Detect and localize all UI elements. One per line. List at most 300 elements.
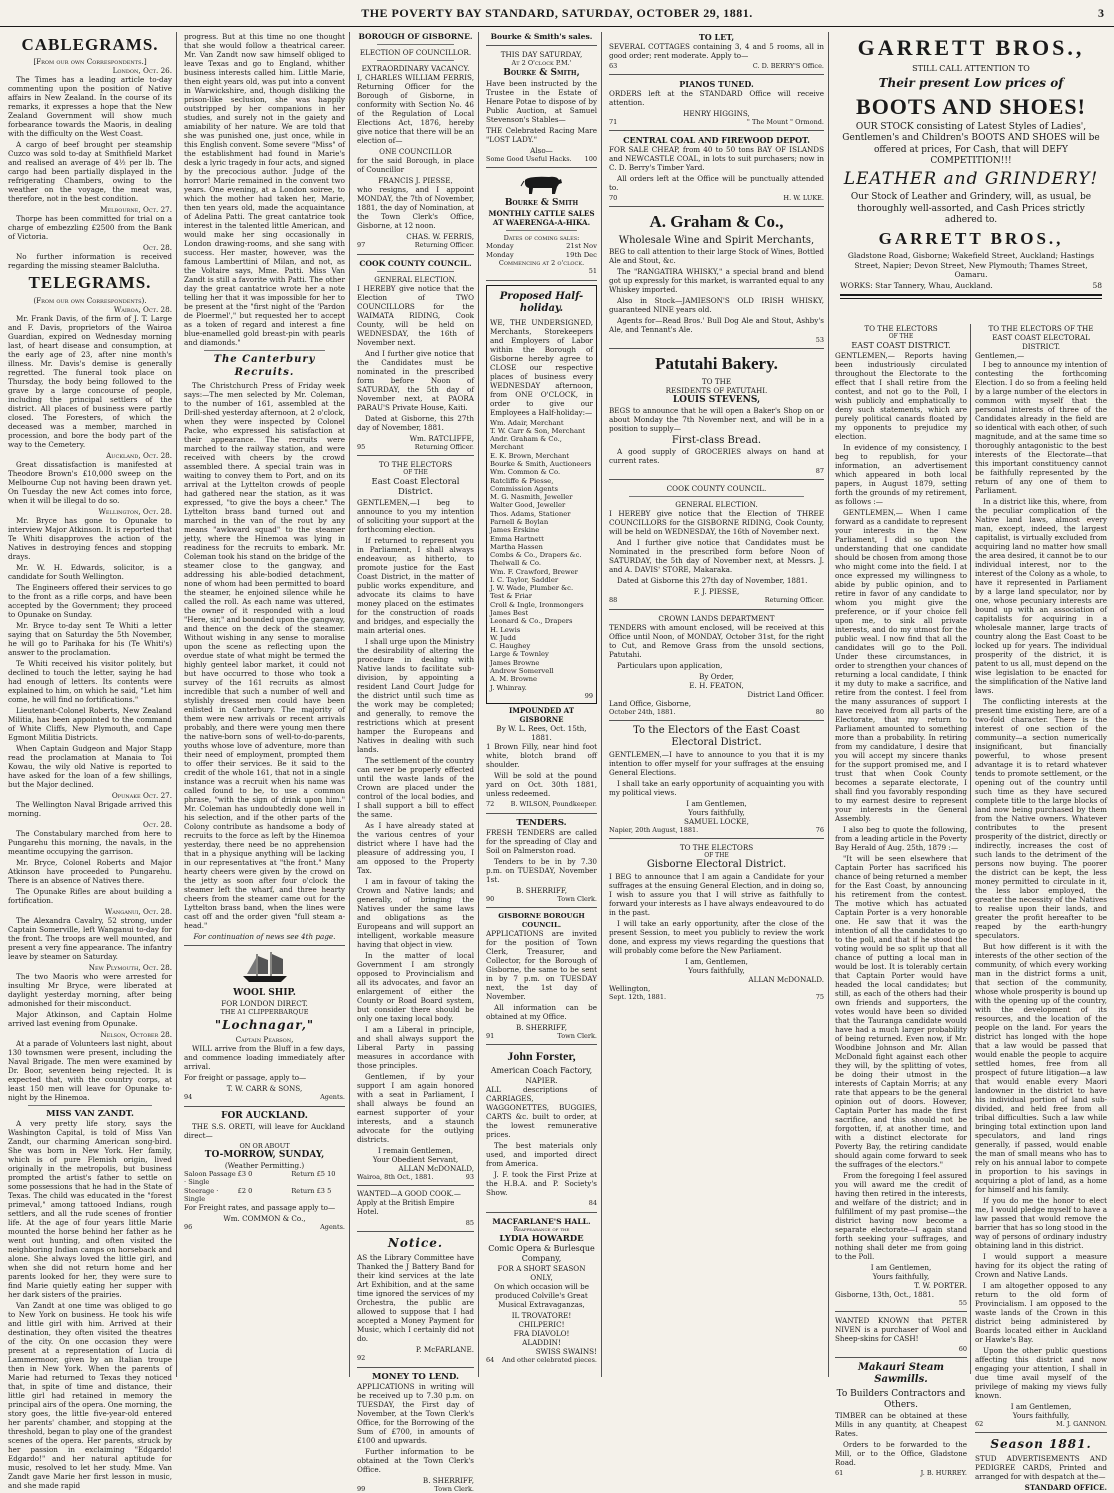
ship-icon [184, 950, 345, 986]
ad-text: "It will be seen elsewhere that Captain Porter has sacrificed his chance of being returned a member for the East Coast, by announcing his retirement from the contest. The motive which has actuated Captain Porter is a very honorable one. He saw that it was the intention of all the candidates to go to the poll, and that if he stood the voting would be so split up that all chance of putting a local man in would be lost. It is tolerably certain that Captain Porter would have headed the local candidates; but still, as each of the others had their own friends and supporters, the votes would have been so divided that the Tauranga candidate would have had a much larger probability of being returned. Even now, if Mr. Woodbine Johnson and Mr. Allan McDonald fight against each other they will, by the splitting of votes, be doing their utmost in the interests of Captain Morris; at any rate that appears to be the general opinion out of doors. However, Captain Porter has made the first sacrifice, and this should not be forgotten, if, at another time, and with a distinct electorate for Poverty Bay, the retiring candidate should again come forward to seek the suffrages of the electors." [835, 853, 967, 1169]
dateline: New Plymouth, Oct. 28. [88, 962, 172, 972]
list-item: H. Lewis [490, 625, 521, 634]
divider [486, 813, 597, 814]
article-text: progress. But at this time no one thought that she would follow a theatrical career. Mr. Van Zandt now saw himself obliged to leave Texas and go to England, whither business interests called him. Little Marie, then eight years old, was put into a convent in Warwickshire, and, though disliking the prison-like seclusion, she was happily outstripped by her companions in her studies, and surely not in the gaiety and amiability of her nature. We are told that she was punished one, just once, while in this English convent. Some severe "Miss" of the establishment had found in Marie's desk a lyric tragedy in four acts, and signed by the precocious author. Judge of the horror! Marie remained in the convent two years. One evening, at a London soiree, to which the mother had taken her, Marie, then ten years old, made the acquaintance of Adelina Patti. The great cantatrice took interest in the talented little American, and would make her sing occasionally in London drawing-rooms, and she sang with success. Her master, however, was the famous Lamberttini of Milan, and not, as the Voltaire says, Mme. Patti. Miss Van Zandt is still a favorite with Patti. The other day the great cantatrice wrote her a note telling her that it was impossible for her to be present at the "first night of the 'Pardon de Ploermel'," but requested her to accept as a token of regard and interest a fine blue-enamelled gold breast-pin with pearls and diamonds." [184, 32, 345, 347]
ad-heading: OF THE [704, 851, 729, 859]
ad-text: Returning Officer. [414, 241, 474, 250]
ad-signature: ALLAN McDONALD. [748, 974, 824, 984]
ad-text: GENTLEMEN,—I beg to announce to you my intention of soliciting your support at the forthcoming election. [357, 497, 474, 534]
news-item: Mr. W. H. Edwards, solicitor, is a candidate for South Wellington. [8, 562, 172, 581]
article-text: The Christchurch Press of Friday week says:—The men selected by Mr. Coleman, to the number of 161, assembled at the Drill-shed yesterday afternoon, at 2 o'clock, when they were inspected by Colonel Packe, who expressed his satisfaction at their appearance. The recruits were marched to the railway station, and were received with cheers by the crowd assembled there. A special train was in waiting to convey them to Port, and on its arrival at the Lyttelton crowds of people had gathered near the station, as it was expressed, "to give the boys a cheer." The Lyttelton brass band turned out and marched in the van of the rout by any means "awkward squad" to the steamer jetty, where the Hinemoa was lying in readiness for the recruits to embark. Mr. Coleman took his stand on the bridge of the steamer close to the gangway, and addressing his able-bodied detachment, none of whom had been permitted to board the steamer, he enjoined silence while he called the roll. As each name was uttered, the owner of it responded with a loud "Here, sir," and bounded upon the gangway, and thence on the deck of the steamer. Without wishing in any sense to moralise upon the scene as reflecting upon the overdue state of what might be termed the highly genteel labor market, it could not but have occurred to those who took a survey of the 161 recruits as almost incredible that such a number of well and stylishly dressed men could have been enlisted in Canterbury. The majority of them were new arrivals or recent arrivals probably, and there were young men there the native-born sons of well-to-do-parents, youths whose love of adventure, more than their need of employment, prompted them to offer their services. Be it said to the credit of the whole 161, that not in a single instance was a recruit when his name was called found to be, to use a common phrase, "with the sign of drink upon him." Mr. Coleman has undoubtedly done well in his selection, and if the other parts of the Colony contribute as handsome a body of recruits to the force as left by the Hinemoa yesterday, there need be no apprehension that in a physique anything will be lacking in our representatives at "the front." Many hearty cheers were given by the crowd on the jetty as soon after four o'clock the steamer left the wharf, and three hearty cheers from the steamer came out for the Lyttelton brass band, when the lines were cast off and the order given "full steam a-head." [184, 381, 345, 930]
ad-text: Yours faithfully, [688, 965, 745, 975]
column-3 [353, 32, 479, 1493]
column-6 [832, 32, 1110, 1493]
divider [609, 720, 824, 721]
ad-text: ONE COUNCILLOR [379, 147, 452, 157]
ad-subheading: To Builders Contractors and Others. [836, 1388, 966, 1410]
ad-text: BEGS to announce that he will open a Baker's Shop on or about Monday the 7th November next, and will be in a position to supply— [609, 405, 824, 433]
ad-text: Yours faithfully, [872, 1271, 930, 1281]
article-heading: MISS VAN ZANDT. [46, 1108, 134, 1119]
ad-text: Orders to be forwarded to the Mill, or to the Office, Gladstone Road. [835, 1440, 967, 1468]
ad-number: 62 [975, 1420, 984, 1428]
divider [609, 74, 824, 75]
list-item: Large & Townley [490, 650, 549, 659]
ad-text: Particulars upon application, [617, 660, 723, 670]
ad-text: As I have already stated at the various centres of your district where I have had the pleasure of addressing you, I am opposed to the Property Tax. [357, 820, 474, 875]
list-item: M. G. Nasmith, Jeweller [490, 493, 573, 502]
ad-text: Town Clerk. [557, 1032, 597, 1041]
ad-number: 72 [486, 800, 495, 809]
ad-signature: B. SHERRIFF, [422, 1476, 474, 1486]
ad-text: I am, Gentlemen, [685, 956, 748, 966]
divider [204, 350, 325, 351]
ad-heading: CROWN LANDS DEPARTMENT [658, 613, 775, 623]
ad-text: GENTLEMEN,— Reports having been industriously circulated throughout the Electorate to the effect that I shall retire from the contest, and not go to the Poll, I wish publicly and emphatically to deny such statements, which are purely political canards floated by my opponents to prejudice my election. [835, 350, 967, 441]
ad-number: 60 [958, 1344, 967, 1353]
ad-text: STILL CALL ATTENTION TO [912, 63, 1030, 73]
ad-heading: Proposed Half-holiday. [499, 290, 584, 315]
list-item: Leonard & Co., Drapers [490, 617, 573, 626]
ad-text: WE, THE UNDERSIGNED, Merchants, Storekeepers and Employers of Labor within the Borough of Gisborne hereby agree to CLOSE our respective places of business every WEDNESDAY afternoon, from ONE O'CLOCK, in order to give our Employees a Half-holiday:— [490, 317, 593, 417]
dateline: Oct. 28. [142, 819, 172, 829]
masthead [0, 0, 1114, 27]
garrett-advertisement [836, 34, 1106, 299]
ad-heading: TO LET, [698, 32, 735, 42]
ad-heading: Their present Low prices of [878, 75, 1064, 90]
ad-heading: IMPOUNDED AT GISBORNE [508, 705, 575, 724]
ad-text: WILL arrive from the Bluff in a few days, and commence loading immediately after arrival. [184, 1044, 345, 1072]
ad-heading: GARRETT BROS., [857, 35, 1085, 60]
column-6-right [972, 324, 1110, 1493]
ad-text: I BEG to announce that I am again a Candidate for your suffrages at the ensuing General Election, and in doing so, I wish to assure you that I will strive as faithfully to forward your interests as I have always endeavoured to do in the past. [609, 871, 824, 917]
list-item: James Erskine [490, 526, 540, 535]
news-item: Great dissatisfaction is manifested at Theodore Brown's £10,000 sweep on the Melbourne Cup not having been drawn yet. On Tuesday the new Act comes into force, when it will be illegal to do so. [8, 459, 172, 505]
divider [609, 130, 824, 131]
ad-text: Also— [530, 145, 553, 155]
ad-text: I HEREBY give notice that the Election of TWO COUNCILLORS for the WAIMATA RIDING, Cook County, will be held on WEDNESDAY, the 16th of November next. [357, 284, 474, 348]
article-heading: The Canterbury Recruits. [213, 354, 316, 378]
divider [486, 280, 597, 281]
telegrams-subheading: (From our own Correspondents). [33, 295, 147, 305]
list-item: Emma Hartnett [490, 534, 544, 543]
ad-heading: FOR AUCKLAND. [221, 1110, 308, 1121]
ad-heading: OF THE [888, 333, 914, 340]
ad-text: TENDERS with amount enclosed, will be received at this Office until Noon, of MONDAY, October 31st, for the right to Cut, and Remove Grass from the unsold sections, Patutahi. [609, 622, 824, 659]
ad-signature: B. SHERRIFF, [515, 886, 568, 896]
ad-text: Yours faithfully, [688, 807, 745, 817]
news-item: Major Atkinson, and Captain Holme arrived last evening from Opunake. [8, 1009, 172, 1028]
ad-number: 63 [609, 62, 618, 70]
ad-text: If you do me the honor to elect me, I would pledge myself to have a law passed that would remove the barrier that has so long stood in the way of persons of ordinary industry obtaining land in this district. [975, 1196, 1107, 1250]
ad-text: I am Gentlemen, [1010, 1402, 1072, 1411]
ad-text: In evidence of my consistency, I beg to republish, for your information, an advertisement which appeared in both local papers, in August 1879, setting forth the grounds of my retirement, as follows :— [835, 442, 967, 506]
news-item: The Wellington Naval Brigade arrived this morning. [8, 799, 172, 818]
news-item: Mr. Frank Davis, of the firm of J. T. Large and F. Davis, proprietors of the Wairoa Guardian, expired on Wednesday morning last, of heart disease and consumption, at the early age of 23, after nine month's illness. Mr. Davis's demise is generally regretted. The funeral took place on Thursday, the body being followed to the grave by a large concourse of people, including the principal settlers of the district. All places of business were partly closed. The Foresters, of which the deceased was a member, marched in procession, and bore the body part of the way to the Cemetery. [8, 313, 172, 449]
fare-cell: Return £5 10 [291, 1170, 336, 1179]
ad-number: 55 [958, 1298, 967, 1307]
signatory-list [490, 419, 593, 692]
ad-text: I am Gentlemen, [686, 798, 747, 808]
ad-signature: B. WILSON, Poundkeeper. [510, 800, 597, 809]
news-item: A cargo of beef brought per steamship Cuzco was sold to-day at Smithfield Market and realised an average of 4½ per lb. The cargo had been partially displayed in the refrigerating Chambers, owing to the weather on the voyage, the meat was, therefore, not in the best condition. [8, 140, 172, 204]
ad-text: Land Office, Gisborne, [609, 698, 691, 708]
news-item: When Captain Gudgeon and Major Stapp read the proclamation at Manaia to Toi Kowau, the wily old Native is reported to have asked for the loan of a few shillings, but the Major declined. [8, 743, 172, 789]
article-text: A very pretty life story, says the Washington Capital, is told of Miss Van Zandt, our charming American song-bird. She was born in New York. Her family, which is of pure Flemish origin, lived originally in the metropolis, but business prompted the artist's father to settle on some possessions that he had in the State of Texas. The child was educated in the "forest primeval," among tattooed Indians, rough settlers, and all the rude scenes of frontier life. At the age of four years little Marie mounted the horse behind her father as he went out hunting, and often visited the neighboring Indian camps on horseback and alone. She always loved the little girl, and when she did not return home and her parents looked for her, they were sure to find Marie quietly eating her supper with her dark sisters of the prairies. [8, 1119, 172, 1300]
ad-number: 99 [357, 1485, 366, 1493]
ad-signature: M. J. GANNON. [1056, 1420, 1107, 1428]
ad-number: 92 [357, 1354, 366, 1363]
ad-heading: LYDIA HOWARDE [499, 1233, 584, 1244]
ad-text: Captain Pearson, [235, 1035, 294, 1045]
ad-heading: GARRETT BROS., [878, 229, 1064, 248]
ad-text: Agents. [320, 1223, 345, 1232]
list-item: Andrew Somervell [490, 667, 554, 676]
ad-text: Yours faithfully, [1012, 1411, 1070, 1420]
ad-text: 1 Brown Filly, near hind foot white, blotch brand off shoulder. [486, 742, 597, 770]
ad-subheading: FOR LONDON DIRECT. [221, 999, 308, 1009]
list-item: Wm. Common & Co. [490, 468, 561, 477]
ad-text: WANTED KNOWN that PETER NIVEN is a purchaser of Wool and Sheep-skins for CASH! [835, 1315, 967, 1343]
ad-number: 88 [609, 596, 618, 605]
ad-signature: P. McFARLANE. [415, 1345, 474, 1355]
show-title: IL TROVATORE! [511, 1311, 572, 1321]
list-item: Bourke & Smith, Auctioneers [490, 459, 592, 468]
list-item: Wm. Adair, Merchant [490, 418, 564, 427]
ad-heading: BOOTS AND SHOES! [856, 93, 1086, 119]
news-item: No further information is received regarding the missing steamer Balclutha. [8, 252, 172, 271]
ad-number: 91 [486, 1032, 495, 1041]
ad-number: 70 [609, 194, 618, 203]
dateline: Wairoa, Oct. 28. [113, 304, 172, 314]
ad-text: District Land Officer. [747, 689, 824, 699]
list-item: Test & Friar [490, 592, 533, 601]
ad-signature: Wm. COMMON & Co., [223, 1214, 306, 1224]
news-item: Mr. Bryce, Colonel Roberts and Major Atkinson have proceeded to Pungarehu. There is an absence of Natives there. [8, 857, 172, 885]
news-item: The Opunake Rifles are about building a fortification. [8, 886, 172, 905]
continuation-note: For continuation of news see 4th page. [193, 932, 336, 941]
ad-text: I shall take an early opportunity of acquainting you with my political views. [609, 778, 824, 797]
list-item: T. W. Carr & Son, Merchant [490, 426, 586, 435]
ad-signature: Wm. RATCLIFFE, [409, 434, 474, 444]
ad-text: Agents. [320, 1093, 345, 1102]
ad-subheading: American Coach Factory, [490, 1066, 593, 1076]
ad-subheading: ELECTION OF COUNCILLOR. [359, 48, 472, 58]
ad-text: Will be sold at the pound yard on Oct. 30th 1881, unless redeemed. [486, 771, 597, 799]
news-item: The Times has a leading article to-day commenting upon the position of Native affairs in New Zealand. In the course of its remarks, it expresses a hope that the New Zealand Government will show much forbearance towards the Maoris, in dealing with the difficulty on the West Coast. [8, 75, 172, 139]
sale-day: Monday [486, 242, 514, 251]
divider [357, 254, 474, 255]
divider [486, 1044, 597, 1045]
ad-text: Further information to be obtained at the Town Clerk's Office. [357, 1447, 474, 1475]
ad-text: Napier, 20th August, 1881. [609, 825, 699, 834]
news-item: Lieutenant-Colonel Roberts, New Zealand Militia, has been appointed to the command of White Cliffs, New Plymouth, and Cape Egmont Militia Districts. [8, 705, 172, 742]
list-item: Combs & Co., Drapers &c. [490, 551, 582, 560]
ad-number: 90 [486, 895, 495, 904]
ad-text: In the matter of local Government I am strongly opposed to Provincialism and all its advocates, and favor an enlargement of either the County or Road Board system, but consider there should be only one taxing local body. [357, 950, 474, 1023]
ad-text: who resigns, and I appoint MONDAY, the 7th of November, 1881, the day of Nomination, at the Town Clerk's Office, Gisborne, at 12 noon. [357, 185, 474, 231]
ad-heading: OF THE [403, 469, 428, 477]
column-6-left [832, 324, 971, 1478]
ad-text: GENTLEMEN,— When I came forward as a candidate to represent your interests in the New Parliament, I did so upon the understanding that one candidate should be chosen from among those who might come into the field. I at once expressed my willingness to abide by public opinion, and to retire in favor of any candidate to whom you might give the preference, or if your choice fell upon me, to sink all private interests, and do my utmost for the public weal. I now find that all the candidates will go to the Poll. Under these circumstances, in order to strengthen your chances of returning a local candidate, I think it my duty to make a sacrifice, and retire from the contest. I feel from the many assurances of support I have received from all parts of the Electorate, that my return to Parliament amounted to something more than a probability. In retiring from my candidature, I desire that you will accept my sincere thanks for the support promised me, and I trust that when Cook County becomes a separate electorate, I shall find you favorably responding to my earnest desire to represent your interests in the General Assembly. [835, 507, 967, 823]
ad-text: OUR STOCK consisting of Latest Styles of Ladies', Gentlemen's and Children's BOOTS AND SHOES will be offered at prices, For Cash, that will DEFY COMPETITION!!! [842, 122, 1100, 166]
ad-text: Dated at Gisborne this 27th day of November, 1881. [617, 576, 808, 586]
list-item: James Browne [490, 658, 540, 667]
dateline: Auckland, Oct. 28. [106, 450, 172, 460]
list-item: Croll & Ingle, Ironmongers [490, 600, 584, 609]
ad-text: I would support a measure having for its object the rating of Crown and Native Lands. [975, 1252, 1107, 1279]
ad-heading: MACFARLANE'S HALL. [492, 1216, 591, 1226]
ad-signature: CHAS. W. FERRIS, [406, 232, 474, 242]
ad-heading: WOOL SHIP. [233, 988, 296, 998]
ad-heading: Bourke & Smith [504, 197, 579, 208]
fare-cell: Return £3 5 [291, 1186, 332, 1195]
ad-text: I HEREBY give notice that the Election of THREE COUNCILLORS for the GISBORNE RIDING, Cook County, will be held on WEDNESDAY, the 16th of November next. [609, 509, 824, 537]
news-item: Mr. Bryce has gone to Opunake to interview Major Atkinson. It is reported that Te Whiti disapproves the action of the Natives in destroying fences and stopping drays. [8, 515, 172, 561]
ad-text: Some Good Useful Hacks. [486, 154, 572, 163]
ad-text: I beg to announce my intention of contesting the forthcoming Election. I do so from a feeling held by a large number of the electors in common with myself that the personal interests of three of the Candidates already in the field are so identical with each other, of such magnitude, and at the same time so thoroughly antagonistic to the best interests of the Electorate—that this important constituency cannot be faithfully represented by the return of any one of them to Parliament. [975, 360, 1107, 495]
list-item: J. Whinray. [490, 683, 527, 692]
ad-signature: B. SHERRIFF, [515, 1023, 568, 1033]
ad-text: Have been instructed by the Trustee in the Estate of Henare Potae to dispose of by Public Auction, at Samuel Stevenson's Stables— [486, 78, 597, 124]
column-4 [482, 32, 602, 1377]
ad-text: TO THE [701, 376, 732, 386]
show-title: CHILPERIC! [518, 1320, 565, 1330]
fare-cell: Steerage · Single [184, 1186, 219, 1203]
list-item: James Best [490, 609, 529, 618]
ad-text: WANTED—A GOOD COOK.—Apply at the British Empire Hotel. [357, 1190, 461, 1216]
page-title: THE POVERTY BAY STANDARD, SATURDAY, OCTOBER 29, 1881. [361, 6, 753, 20]
ad-text: Also in Stock—JAMIESON'S OLD IRISH WHISKY, guaranteed NINE years old. [609, 296, 824, 315]
dateline: Wellington, Oct. 28. [98, 506, 172, 516]
divider [377, 44, 454, 45]
divider [486, 167, 597, 168]
ad-subheading: MONTHLY CATTLE SALES AT WAERENGA-A-HIKA. [488, 209, 595, 228]
ad-text: FRESH TENDERS are called for the spreading of Clay and Soil on Palmerston road. [486, 828, 597, 856]
dateline: Nelson, October 28. [100, 1029, 172, 1039]
divider [835, 1311, 967, 1312]
ad-text: SEVERAL COTTAGES containing 3, 4 and 5 rooms, all in good order; rent moderate. Apply to— [609, 42, 824, 60]
list-item: C. Haughey [490, 642, 531, 651]
fare-cell: Saloon Passage · Single [184, 1170, 236, 1187]
ad-text: APPLICATIONS in writing will be received up to 7.30 p.m. on TUESDAY, the First day of November, at the Town Clerk's Office, for the Borrowing of the Sum of £700, in amounts of £100 and upwards. [357, 1382, 474, 1446]
ad-number: 85 [465, 1219, 474, 1228]
column-5 [605, 32, 829, 1377]
ad-number: 58 [1092, 281, 1102, 291]
divider [629, 496, 804, 497]
ad-signature: HENRY HIGGINS, [683, 109, 750, 119]
ad-text: (Weather Permitting.) [224, 1161, 305, 1171]
column-1 [4, 32, 177, 1491]
list-item: J. W. Wade, Plumber &c. [490, 584, 574, 593]
ad-subheading: First-class Bread. [671, 434, 762, 446]
divider [357, 455, 474, 456]
ad-heading: A. Graham & Co., [649, 212, 784, 232]
ad-text: I will take an early opportunity, after the close of the present Session, to meet you publicly to review the work done, and express my views regarding the questions that will probably come before the New Parliament. [609, 918, 824, 955]
ad-text: ON OR ABOUT [239, 1141, 290, 1150]
ad-text: Reappearance of the [513, 1226, 570, 1234]
ad-number: 51 [588, 267, 597, 276]
divider [835, 1357, 967, 1358]
divider [609, 348, 824, 349]
half-holiday-notice [486, 285, 597, 704]
fare-cell: £2 0 [237, 1186, 253, 1195]
ad-text: Town Clerk. [557, 895, 597, 904]
ad-text: From the foregoing I feel assured you will award me the credit of having then retired in the interests, and welfare of the district; and in fulfillment of my past promise—the district having now become a separate electorate—I again stand forth seeking your suffrages, and nothing shall deter me from going to the Poll. [835, 1170, 967, 1261]
dateline: Opunake Oct. 27. [111, 790, 172, 800]
divider [609, 838, 824, 839]
ad-text: The "RANGATIRA WHISKY," a special brand and blend got up expressly for this market, is warranted equal to any Whiskey imported. [609, 267, 824, 295]
ad-heading: To the Electors of the East Coast Electoral District. [633, 724, 800, 749]
dateline: Wanganui, Oct. 28. [104, 906, 172, 916]
ad-text: I, CHARLES WILLIAM FERRIS, Returning Officer for the Borough of Gisborne, in conformity with Section No. 46 of the Regulation of Local Elections Act, 1876, hereby give notice that there will be an election of— [357, 73, 474, 146]
ad-heading: Notice. [387, 1236, 444, 1251]
divider [184, 1106, 345, 1107]
ad-subheading: GENERAL ELECTION. [374, 275, 457, 285]
ad-text: THE S.S. ORETI, will leave for Auckland direct— [184, 1121, 345, 1140]
ad-text: October 24th, 1881. [609, 707, 676, 716]
ad-number: 61 [835, 1469, 844, 1478]
ad-signature: STANDARD OFFICE. [1024, 1483, 1107, 1493]
ad-text: Commencing at 2 o'clock. [498, 259, 585, 268]
ad-text: By Order, [699, 671, 734, 681]
ad-heading: GISBORNE BOROUGH COUNCIL. [498, 912, 585, 929]
ad-text: I am Gentlemen, [870, 1262, 932, 1272]
ad-text: I also beg to quote the following, from a leading article in the Poverty Bay Herald of Aug. 25th, 1879 :— [835, 824, 967, 852]
ad-text: Returning Officer. [764, 596, 824, 605]
ad-signature: F. J. PIESSE, [693, 587, 740, 597]
ad-text: FOR SALE CHEAP, from 40 to 50 tons BAY OF ISLANDS and NEWCASTLE COAL, in lots to suit purchasers; now in C. D. Berry's Timber Yard. [609, 145, 824, 173]
ad-text: FRANCIS J. PIESSE, [378, 176, 453, 186]
sale-day: Monday [486, 250, 514, 259]
divider [486, 1212, 597, 1213]
ad-signature: H. W. LUKE. [783, 194, 824, 203]
ad-heading: COOK COUNTY COUNCIL. [666, 484, 767, 494]
news-item: Mr. Bryce to-day sent Te Whiti a letter saying that on Saturday the 5th November, he will go to Parihaka for his (Te Whiti's) answer to the proclamation. [8, 620, 172, 657]
ad-text: J. F. took the First Prize at the H.B.A. and P. Society's Show. [486, 1170, 597, 1198]
ad-number: 93 [465, 1172, 474, 1181]
divider [486, 907, 597, 908]
ad-signature: C. D. BERRY'S Office. [752, 62, 824, 70]
ad-text: THE A1 CLIPPERBARQUE [220, 1008, 309, 1017]
ad-text: In a district like this, where, from the peculiar complication of the Native land laws, almost every man, except, indeed, the largest capitalist, is virtually excluded from acquiring land no matter how small the area desired, it cannot be to our individual interest, nor to the interest of the Colony as a whole, to have it represented in Parliament by a large land speculator, nor by one, whose pecuniary interests are bound up with an association of capitalists for acquiring in a wholesale manner, large tracts of country along the East Coast to be locked up for years. The individual prosperity of the district, it is patent to us all, must depend on the wise legislation to be enacted for the simplification of the Native land laws. [975, 497, 1107, 695]
ad-text: Upon the other public questions affecting this district and now engaging your attention, I shall in due time avail myself of the privilege of making my views fully known. [975, 1346, 1107, 1400]
ad-heading: TO THE ELECTORS [378, 460, 453, 470]
ad-text: ORDERS left at the STANDARD Office will receive attention. [609, 89, 824, 108]
ad-subheading: EXTRAORDINARY VACANCY. [361, 64, 470, 74]
ad-number: 76 [815, 825, 824, 834]
telegrams-heading: TELEGRAMS. [28, 273, 152, 293]
ad-number: 53 [815, 336, 824, 345]
list-item: Thelwall & Co. [490, 559, 542, 568]
ad-heading: EAST COAST ELECTORAL DISTRICT. [992, 333, 1090, 351]
ad-heading: Makauri Steam Sawmills. [857, 1361, 945, 1386]
ad-text: STUD ADVERTISEMENTS AND PEDIGREE CARDS, Printed and arranged for with despatch at the— [975, 1454, 1107, 1482]
ad-subheading: NAPIER. [525, 1076, 558, 1086]
column-2 [180, 32, 350, 1377]
show-title: FRA DIAVOLO! [513, 1329, 570, 1339]
ad-text: But how different is it with the interests of the other section of the community, of which every working man in the district forms a unit, that section of the community, whose whole prosperity is bound up with the opening up of the country, with the development of its resources, and the location of the people on the land. For years the district has longed with the hope that a law would be passed that would enable the people to acquire settled homes, free from all prospect of future litigation—a law that would enable every Maori landowner in the district to have his individual portion of land sub-divided, and held free from all tribal difficulties. Such a law while bringing total extinction upon land speculators, and land rings generally, if passed, would enable the man of small means who has to rely on his annual labor to compete in proportion to his savings in acquiring a plot of land, as a home for himself and his family. [975, 942, 1107, 1194]
ad-heading: EAST COAST DISTRICT. [851, 340, 951, 350]
ad-text: For Freight rates, and passage apply to— [184, 1203, 336, 1213]
ad-text: I am a Liberal in principle, and shall always support the Liberal Party in passing measures in accordance with those principles. [357, 1024, 474, 1070]
ad-text: If returned to represent you in Parliament, I shall always endeavour, as hitherto, to promote justice for the East Coast District, in the matter of public works expenditure, and advocate its claims to have money placed on the estimates for the construction of roads and bridges, and especially the main arterial ones. [357, 535, 474, 635]
ad-heading: Patutahi Bakery. [655, 354, 778, 374]
ad-heading: TENDERS. [516, 817, 567, 828]
ad-text: The settlement of the country can never be properly effected until the waste lands of the Crown are placed under the control of the local bodies, and I shall support a bill to effect the same. [357, 755, 474, 819]
ad-heading: TO THE ELECTORS [679, 842, 754, 852]
ad-text: On which occasion will be produced Colville's Great Musical Extravaganzas, [494, 1282, 589, 1310]
ad-heading: LEATHER and GRINDERY! [843, 169, 1099, 189]
ad-text: And I further give notice that Candidates must be Nominated in the prescribed form before Noon of SATURDAY, the 5th day of November next, at Messrs. J. and A. DAVIS' STORE, Makaraka. [609, 538, 824, 575]
ad-text: I remain Gentlemen, [377, 1145, 454, 1155]
ad-text: " The Mount " Ormond. [746, 118, 824, 127]
ad-text: For freight or passage, apply to— [184, 1073, 307, 1083]
list-item: Thos. Adams, Stationer [490, 509, 571, 518]
ad-number: 96 [184, 1223, 193, 1232]
ad-number: 84 [588, 1199, 597, 1208]
ad-text: Tenders to be in by 7.30 p.m. on TUESDAY, November 1st. [486, 857, 597, 885]
cablegrams-subheading: [From our own Correspondents.] [33, 57, 147, 67]
ad-text: Wairoa, 8th Oct., 1881. [357, 1172, 434, 1181]
ad-text: Gentlemen,— [975, 351, 1025, 360]
ad-text: Dates of coming sales: [503, 234, 580, 243]
news-item: The two Maoris who were arrested for insulting Mr Bryce, were liberated at daylight yesterday morning, after being admonished for their misconduct. [8, 971, 172, 1008]
list-item: Martha Hassen [490, 542, 543, 551]
ad-text: ALL descriptions of CARRIAGES, WAGGONETTES, BUGGIES, CARTS &c. built to order, at the lowest remunerative prices. [486, 1085, 597, 1140]
ad-number: 75 [815, 992, 824, 1001]
ad-heading: Gisborne Electoral District. [646, 859, 787, 871]
divider [609, 479, 824, 480]
ad-heading: COOK COUNTY COUNCIL. [359, 258, 472, 268]
ad-number: 95 [357, 443, 366, 452]
show-title: ALADDIN! [522, 1338, 561, 1348]
news-item: The Constabulary marched from here to Pungarehu this morning, the navals, in the meantime occupying the garrison. [8, 828, 172, 856]
ad-text: All information can be obtained at my Office. [486, 1003, 597, 1022]
ad-text: Sept. 12th, 1881. [609, 992, 667, 1001]
news-item: Te Whiti received his visitor politely, but declined to touch the letter, saying he had had enough of letters. Its contents were explained to him, on which he said, "Let him come, he will find no fortifications." [8, 658, 172, 704]
ad-heading: TO THE ELECTORS OF THE [988, 324, 1094, 333]
ad-text: Agents for—Read Bros.' Bull Dog Ale and Stout, Ashby's Ale, and Tennant's Ale. [609, 316, 824, 335]
ad-text: At 2 O'clock P.M.' [511, 59, 572, 68]
ad-number: 87 [815, 467, 824, 476]
divider [840, 294, 1102, 299]
ad-text: TO-MORROW, SUNDAY, [204, 1149, 325, 1160]
ad-text: Gladstone Road, Gisborne; Wakefield Street, Auckland; Hastings Street, Napier; Devon Street, New Plymouth; Thames Street, Oamaru. [847, 251, 1095, 279]
ad-text: A good supply of GROCERIES always on hand at current rates. [609, 447, 824, 466]
list-item: Ratcliffe & Piesse, Commission Agents [490, 476, 559, 493]
ad-subheading: THIS DAY SATURDAY, [500, 50, 583, 60]
divider [357, 1367, 474, 1368]
list-item: W. Judd [490, 633, 516, 642]
divider [357, 1231, 474, 1232]
list-item: A. M. Browne [490, 675, 538, 684]
ad-text: TIMBER can be obtained at these Mills in any quantity, at Cheapest Rates. [835, 1411, 967, 1439]
ad-number: 100 [584, 154, 597, 163]
ad-text: I shall urge upon the Ministry the desirability of altering the procedure in dealing with Native lands to facilitate sub-division, by appointing a resident Land Court Judge for the district until such time as the work may be completed; and generally, to remove the restrictions which at present hamper the Europeans and Natives in dealing with such lands. [357, 636, 474, 754]
ad-text: FOR A SHORT SEASON ONLY, [497, 1264, 586, 1283]
ad-signature: J. B. HURREY. [920, 1469, 967, 1478]
divider [506, 230, 577, 231]
ad-signature: SAMUEL LOCKE, [684, 816, 749, 826]
ad-text: The best materials only used, and imported direct from America. [486, 1141, 597, 1169]
news-item: Thorpe has been committed for trial on a charge of embezzling £2500 from the Bank of Victoria. [8, 214, 172, 242]
dateline: Oct. 28. [142, 243, 172, 253]
ad-text: Town Clerk. [434, 1485, 474, 1493]
list-item: E. K. Brown, Merchant [490, 451, 570, 460]
ad-signature: E. H. FEATON, [689, 680, 744, 690]
ad-heading: MONEY TO LEND. [371, 1371, 460, 1382]
divider [609, 206, 824, 207]
